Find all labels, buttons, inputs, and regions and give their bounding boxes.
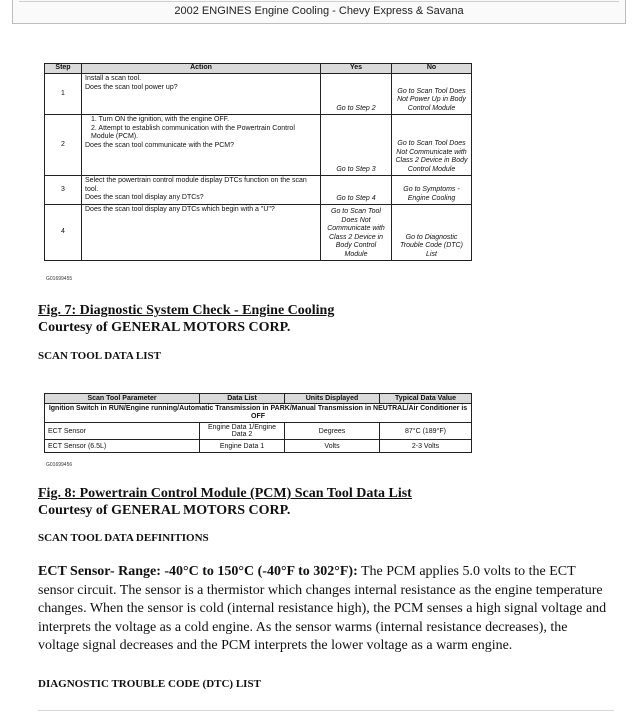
table-row [45,440,472,453]
no-cell: Go to Symptoms - Engine Cooling [392,176,472,205]
yes-cell: Go to Step 2 [321,74,392,115]
condition-row [45,404,472,423]
page-header [12,0,626,24]
ect-definition [38,563,608,656]
yes-cell: Go to Step 4 [321,176,392,205]
yes-cell: Go to Step 3 [321,115,392,176]
list-cell: Engine Data 1/Engine Data 2 [200,423,285,440]
col-typical-value: Typical Data Value [380,394,472,404]
no-cell: Go to Scan Tool Does Not Power Up in Body Control Module [392,74,472,115]
section-heading-scan-tool-data-list: SCAN TOOL DATA LIST [38,350,161,362]
table-row [45,74,472,115]
action-cell [82,115,321,176]
ect-body: The PCM applies 5.0 volts to the ECT sensor circuit. The sensor is a thermistor which changes internal resistance as the engine temperature changes. When the sensor is cold (internal resistance high), the PCM senses a high signal voltage and interprets the voltage as a cold engine. As the sensor warms (internal resistance decreases), the voltage signal decreases and the PCM interprets the lower voltage as a warm engine. [38,564,607,654]
param-cell: ECT Sensor [45,423,200,440]
fig7-title[interactable]: Fig. 7: Diagnostic System Check - Engine Cooling [38,303,335,318]
col-parameter: Scan Tool Parameter [45,394,200,404]
col-no: No [392,64,472,74]
action-line: Does the scan tool display any DTCs? [85,194,204,201]
action-line: 1. Turn ON the ignition, with the engine OFF. [91,116,230,123]
no-cell: Go to Diagnostic Trouble Code (DTC) List [392,205,472,261]
action-line: Does the scan tool power up? [85,83,178,91]
table-header-row [45,64,472,74]
step-number: 2 [45,115,82,176]
bottom-divider [38,710,614,711]
action-cell [82,176,321,205]
fig7-courtesy: Courtesy of GENERAL MOTORS CORP. [38,320,291,335]
units-cell: Degrees [285,423,380,440]
scan-tool-data-table [44,393,472,453]
col-units: Units Displayed [285,394,380,404]
list-cell: Engine Data 1 [200,440,285,453]
action-line: Install a scan tool. [85,75,142,82]
step-number: 3 [45,176,82,205]
diagnostic-check-table [44,63,472,261]
figure-id: G01699456 [46,462,73,468]
col-yes: Yes [321,64,392,74]
fig7-caption [38,302,334,336]
table-row [45,176,472,205]
action-line: 2. Attempt to establish communication with the Powertrain Control Module (PCM). [91,124,295,140]
action-cell [82,205,321,261]
fig8-caption [38,485,412,519]
section-heading-dtc-list: DIAGNOSTIC TROUBLE CODE (DTC) LIST [38,678,261,690]
units-cell: Volts [285,440,380,453]
ect-term: ECT Sensor- Range: -40°C to 150°C (-40°F to 302°F): [38,564,358,579]
table-row [45,115,472,176]
col-data-list: Data List [200,394,285,404]
col-step: Step [45,64,82,74]
fig8-title[interactable]: Fig. 8: Powertrain Control Module (PCM) Scan Tool Data List [38,486,412,501]
table-header-row [45,394,472,404]
action-cell [82,74,321,115]
condition-band: Ignition Switch in RUN/Engine running/Automatic Transmission in PARK/Manual Transmission in NEUTRAL/Air Conditioner is OFF [45,404,472,423]
param-cell: ECT Sensor (6.5L) [45,440,200,453]
col-action: Action [82,64,321,74]
fig8-courtesy: Courtesy of GENERAL MOTORS CORP. [38,503,291,518]
yes-cell: Go to Scan Tool Does Not Communicate with Class 2 Device in Body Control Module [321,205,392,261]
step-number: 1 [45,74,82,115]
step-number: 4 [45,205,82,261]
header-title: 2002 ENGINES Engine Cooling - Chevy Express & Savana [174,5,464,17]
table-row [45,205,472,261]
no-cell: Go to Scan Tool Does Not Communicate with Class 2 Device in Body Control Module [392,115,472,176]
value-cell: 87°C (189°F) [380,423,472,440]
section-heading-data-definitions: SCAN TOOL DATA DEFINITIONS [38,532,209,544]
action-line: Does the scan tool display any DTCs which begin with a "U"? [85,206,275,213]
value-cell: 2-3 Volts [380,440,472,453]
table-row [45,423,472,440]
action-line: Does the scan tool communicate with the PCM? [85,141,235,149]
figure-id: G01699455 [46,276,73,282]
action-line: Select the powertrain control module display DTCs function on the scan tool. [85,177,307,193]
header-rule [19,1,619,2]
